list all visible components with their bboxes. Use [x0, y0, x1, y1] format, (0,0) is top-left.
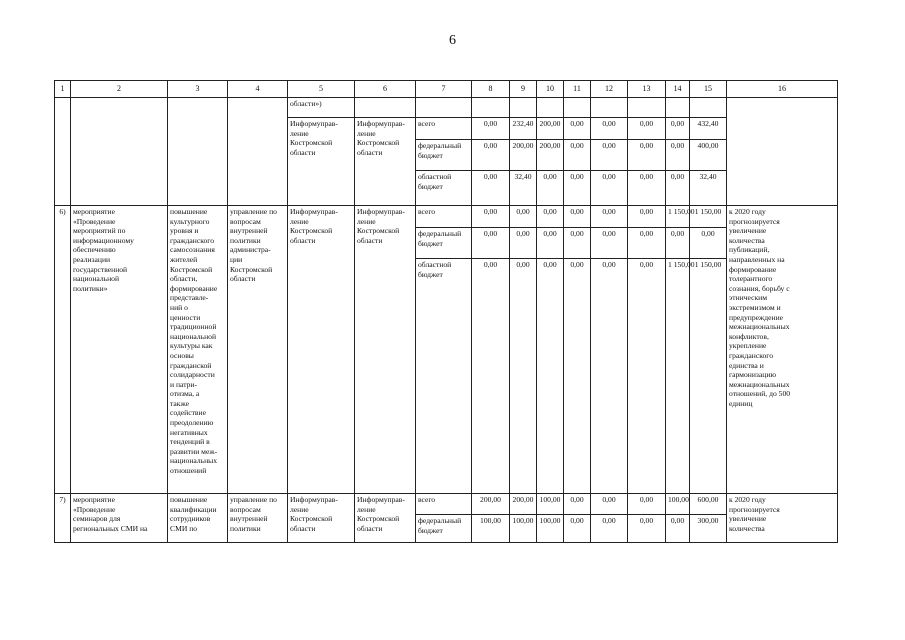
column-header: 15: [690, 81, 727, 98]
funding-source-label: всего: [416, 118, 472, 140]
amount-cell: 0,00: [628, 206, 666, 228]
amount-cell: 0,00: [564, 515, 591, 543]
column-header: 13: [628, 81, 666, 98]
executor-cell: Информуправ- ление Костромской области: [288, 206, 355, 494]
coexecutor-cell: Информуправ- ление Костромской области: [355, 118, 416, 206]
amount-cell: 0,00: [510, 228, 537, 259]
amount-cell: 100,00: [537, 515, 564, 543]
column-header: 12: [591, 81, 628, 98]
funding-source-label: федеральный бюджет: [416, 140, 472, 171]
amount-cell: 0,00: [510, 259, 537, 494]
column-header: 6: [355, 81, 416, 98]
amount-cell: 1 150,00: [666, 259, 690, 494]
column-header: 16: [727, 81, 838, 98]
amount-cell: 0,00: [628, 228, 666, 259]
amount-cell: 0,00: [628, 171, 666, 206]
amount-cell: 0,00: [472, 140, 510, 171]
column-header: 8: [472, 81, 510, 98]
column-header: 11: [564, 81, 591, 98]
amount-cell: 100,00: [666, 494, 690, 515]
activity-goal: повышение культурного уровня и гражданского самосознания жителей Костромской области, формирование представле- ний о ценности традиционной национальной культуры как основы гражданской солидарности и патри- отизма, а также содействие преодолению негативных тенденций в развитии меж- национальных отношений: [168, 206, 228, 494]
amount-cell: 200,00: [510, 140, 537, 171]
responsible-executor: управление по вопросам внутренней политики: [228, 494, 288, 543]
activity-goal: повышение квалификации сотрудников СМИ по: [168, 494, 228, 543]
column-header: 2: [71, 81, 168, 98]
amount-cell: 0,00: [537, 228, 564, 259]
amount-cell: 0,00: [564, 171, 591, 206]
amount-cell: 0,00: [628, 118, 666, 140]
amount-cell: 0,00: [628, 259, 666, 494]
column-header: 14: [666, 81, 690, 98]
amount-cell: 400,00: [690, 140, 727, 171]
amount-cell: 0,00: [591, 118, 628, 140]
item-number: 6): [55, 206, 71, 494]
amount-cell: 0,00: [591, 494, 628, 515]
funding-source-label: федеральный бюджет: [416, 515, 472, 543]
amount-cell: 0,00: [666, 140, 690, 171]
column-number-row: [55, 81, 838, 98]
executor-cell: области»): [288, 98, 355, 118]
executor-cell: Информуправ- ление Костромской области: [288, 494, 355, 543]
amount-cell: 0,00: [666, 515, 690, 543]
item-number: 7): [55, 494, 71, 543]
amount-cell: 0,00: [591, 228, 628, 259]
amount-cell: 200,00: [472, 494, 510, 515]
amount-cell: 0,00: [472, 118, 510, 140]
amount-cell: 0,00: [591, 206, 628, 228]
coexecutor-cell: Информуправ- ление Костромской области: [355, 494, 416, 543]
amount-cell: 0,00: [666, 118, 690, 140]
amount-cell: 100,00: [537, 494, 564, 515]
amount-cell: 0,00: [628, 515, 666, 543]
amount-cell: 0,00: [564, 228, 591, 259]
amount-cell: 0,00: [537, 206, 564, 228]
amount-cell: 0,00: [564, 140, 591, 171]
activity-name: мероприятие «Проведение мероприятий по информационному обеспечению реализации государственной национальной политики»: [71, 206, 168, 494]
amount-cell: 0,00: [564, 494, 591, 515]
amount-cell: 0,00: [472, 171, 510, 206]
amount-cell: 432,40: [690, 118, 727, 140]
amount-cell: 0,00: [472, 259, 510, 494]
responsible-executor: управление по вопросам внутренней политики администра- ции Костромской области: [228, 206, 288, 494]
amount-cell: 0,00: [628, 494, 666, 515]
column-header: 9: [510, 81, 537, 98]
amount-cell: 0,00: [690, 228, 727, 259]
column-header: 7: [416, 81, 472, 98]
coexecutor-cell: Информуправ- ление Костромской области: [355, 206, 416, 494]
column-header: 5: [288, 81, 355, 98]
amount-cell: 600,00: [690, 494, 727, 515]
continuation-top-row: [55, 98, 838, 118]
amount-cell: 232,40: [510, 118, 537, 140]
amount-cell: 0,00: [472, 206, 510, 228]
amount-cell: 32,40: [510, 171, 537, 206]
amount-cell: 200,00: [537, 140, 564, 171]
funding-source-label: всего: [416, 494, 472, 515]
page-number: 6: [449, 33, 456, 48]
amount-cell: 0,00: [591, 259, 628, 494]
expected-result: к 2020 году прогнозируется увеличение количества публикаций, направленных на формирование толерантного сознания, борьбу с этническим экстремизмом и предупреждение межнациональных конфликтов, укрепление гражданского единства и гармонизацию межнациональных отношений, до 500 единиц: [727, 206, 838, 494]
column-header: 3: [168, 81, 228, 98]
amount-cell: 0,00: [666, 228, 690, 259]
funding-source-label: федеральный бюджет: [416, 228, 472, 259]
expected-result: к 2020 году прогнозируется увеличение количества: [727, 494, 838, 543]
amount-cell: 200,00: [510, 494, 537, 515]
amount-cell: 0,00: [537, 171, 564, 206]
amount-cell: 300,00: [690, 515, 727, 543]
amount-cell: 0,00: [537, 259, 564, 494]
table-row: [55, 494, 838, 515]
amount-cell: 0,00: [591, 140, 628, 171]
table-row: [55, 206, 838, 228]
amount-cell: 100,00: [472, 515, 510, 543]
amount-cell: 1 150,00: [690, 206, 727, 228]
amount-cell: 100,00: [510, 515, 537, 543]
amount-cell: 0,00: [564, 259, 591, 494]
activity-name: мероприятие «Проведение семинаров для региональных СМИ на: [71, 494, 168, 543]
funding-source-label: областной бюджет: [416, 171, 472, 206]
amount-cell: 0,00: [472, 228, 510, 259]
column-header: 10: [537, 81, 564, 98]
column-header: 1: [55, 81, 71, 98]
amount-cell: 32,40: [690, 171, 727, 206]
amount-cell: 0,00: [564, 206, 591, 228]
amount-cell: 0,00: [591, 515, 628, 543]
amount-cell: 1 150,00: [666, 206, 690, 228]
amount-cell: 0,00: [628, 140, 666, 171]
funding-source-label: областной бюджет: [416, 259, 472, 494]
column-header: 4: [228, 81, 288, 98]
amount-cell: 0,00: [666, 171, 690, 206]
amount-cell: 200,00: [537, 118, 564, 140]
funding-source-label: всего: [416, 206, 472, 228]
executor-cell: Информуправ- ление Костромской области: [288, 118, 355, 206]
amount-cell: 0,00: [591, 171, 628, 206]
amount-cell: 1 150,00: [690, 259, 727, 494]
amount-cell: 0,00: [510, 206, 537, 228]
amount-cell: 0,00: [564, 118, 591, 140]
program-table: [54, 80, 838, 543]
